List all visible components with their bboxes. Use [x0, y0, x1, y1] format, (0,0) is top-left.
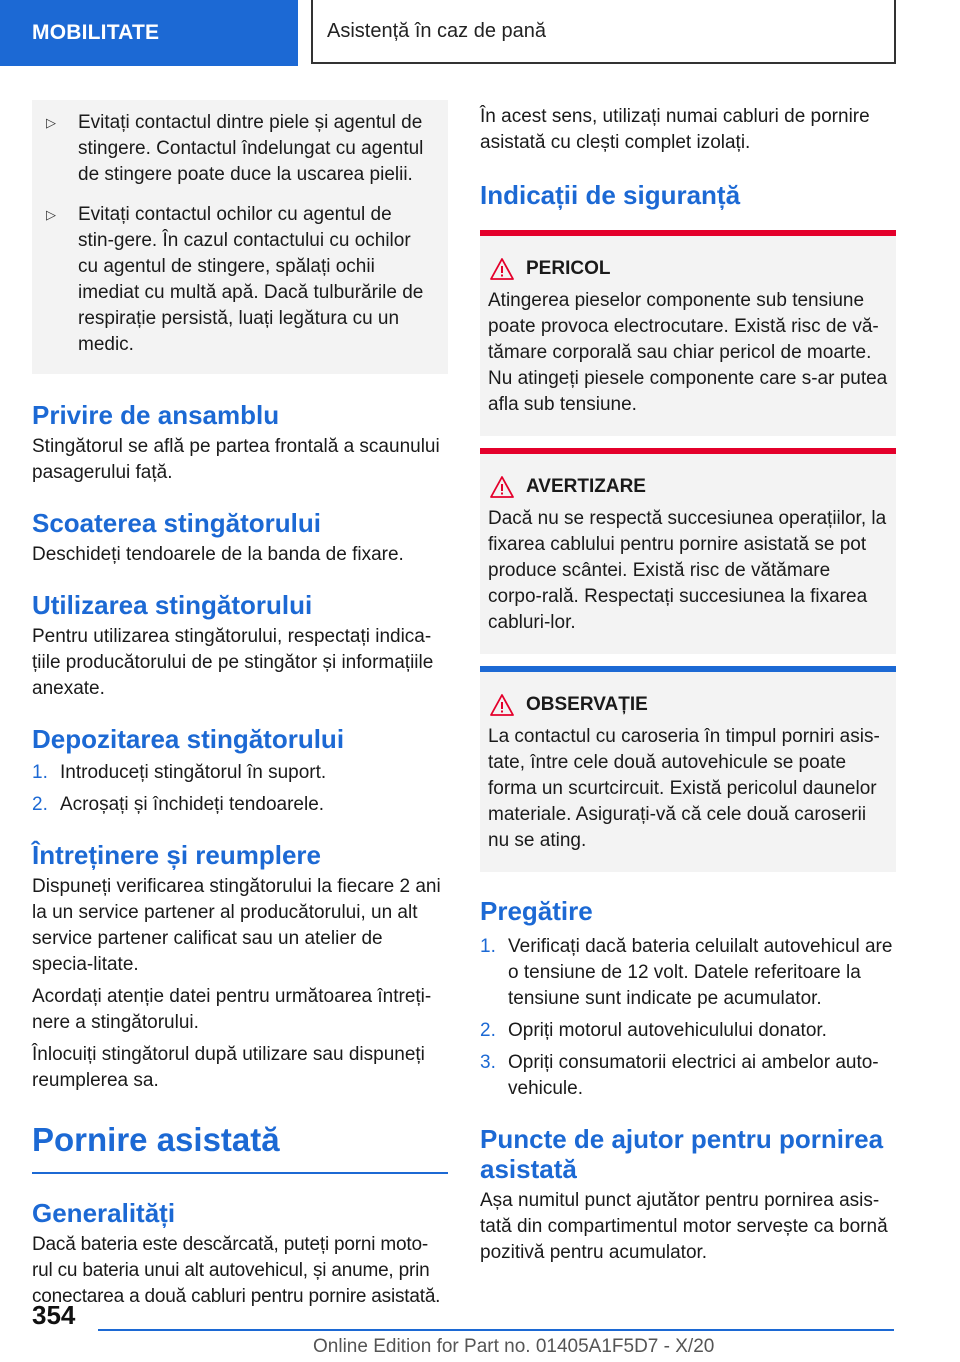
- warning-triangle-icon: [490, 476, 514, 498]
- danger-box: [480, 230, 896, 436]
- warning-box: [480, 448, 896, 654]
- jump-points-text: Așa numitul punct ajutător pentru pornirea asis-tată din compartimentul motor servește ca bornă pozitivă pentru acumulator.: [480, 1190, 888, 1263]
- warning-text: Dacă nu se respectă succesiunea operațiilor, la fixarea cablului pentru pornire asistată se pot produce scântei. Există risc de vătămare corpo-rală. Respectați succesiunea la fixarea cabluri-lor.: [488, 508, 887, 633]
- maintenance-text-2: Acordați atenție datei pentru următoarea întreți-nere a stingătorului.: [32, 986, 432, 1033]
- preparation-heading: Pregătire: [480, 896, 593, 926]
- removal-heading: Scoaterea stingătorului: [32, 508, 321, 538]
- page-header: [0, 0, 960, 66]
- overview-text: Stingătorul se află pe partea frontală a scaunului pasagerului față.: [32, 436, 440, 483]
- maintenance-text-3: Înlocuiți stingătorul după utilizare sau dispuneți reumplerea sa.: [32, 1044, 425, 1091]
- chapter-title: Asistență în caz de pană: [311, 0, 896, 64]
- caution-bullet-box: [32, 100, 448, 374]
- warning-label: AVERTIZARE: [526, 476, 646, 497]
- danger-heading: [490, 256, 888, 282]
- overview-heading: Privire de ansamblu: [32, 400, 280, 430]
- bullet-text: Evitați contactul ochilor cu agentul de stin-gere. În cazul contactului cu ochilor cu agentul de stingere, spălați ochii imediat cu multă apă. Dacă tulburările de respirație persistă, luați legătura cu un medic.: [78, 204, 424, 355]
- step-text: Acroșați și închideți tendoarele.: [60, 794, 325, 815]
- removal-text: Deschideți tendoarele de la banda de fixare.: [32, 544, 404, 565]
- page-number: 354: [32, 1300, 76, 1330]
- list-item: [32, 760, 448, 786]
- list-item: [480, 1018, 896, 1044]
- step-number: 3.: [480, 1052, 496, 1073]
- danger-text: Atingerea pieselor componente sub tensiune poate provoca electrocutare. Există risc de vă-tămare corporală sau chiar pericol de moarte. Nu atingeți piesele componente care s-ar putea afla sub tensiune.: [488, 290, 888, 415]
- step-number: 1.: [32, 762, 48, 783]
- storage-heading: Depozitarea stingătorului: [32, 724, 345, 754]
- triangle-bullet-icon: ▷: [46, 115, 56, 130]
- usage-text: Pentru utilizarea stingătorului, respectați indica-țiile producătorului de pe stingător și informațiile anexate.: [32, 626, 434, 699]
- general-text: Dacă bateria este descărcată, puteți porni moto-rul cu bateria unui alt autovehicul, și anume, prin conectarea a două cabluri pentru pornire asistată.: [32, 1234, 441, 1307]
- footer-divider: [98, 1329, 894, 1331]
- jump-start-heading: Pornire asistată: [32, 1121, 280, 1158]
- list-item: [480, 1050, 896, 1102]
- heading-divider: [32, 1172, 448, 1174]
- list-item: [32, 792, 448, 818]
- notice-label: OBSERVAȚIE: [526, 694, 648, 715]
- step-text: Verificați dacă bateria celuilalt autovehicul are o tensiune de 12 volt. Datele referitoare la tensiune sunt indicate pe acumulator.: [508, 936, 893, 1009]
- step-text: Opriți consumatorii electrici ai ambelor auto-vehicule.: [508, 1052, 879, 1099]
- general-heading: Generalități: [32, 1198, 176, 1228]
- warning-triangle-icon: [490, 694, 514, 716]
- notice-box: [480, 666, 896, 872]
- right-column: [480, 100, 896, 1266]
- step-number: 2.: [480, 1020, 496, 1041]
- storage-steps: [32, 760, 448, 818]
- step-text: Opriți motorul autovehiculului donator.: [508, 1020, 827, 1041]
- notice-text: La contactul cu caroseria în timpul porniri asis-tate, între cele două autovehicule se poate forma un scurtcircuit. Există pericolul daunelor materiale. Asigurați-vă că cele două caroserii nu se ating.: [488, 726, 880, 851]
- list-item: [42, 202, 432, 358]
- intro-text: În acest sens, utilizați numai cabluri de pornire asistată cu clești complet izolați.: [480, 106, 870, 153]
- jump-points-heading: Puncte de ajutor pentru pornirea asistată: [480, 1124, 884, 1184]
- list-item: [480, 934, 896, 1012]
- safety-heading: Indicații de siguranță: [480, 180, 741, 210]
- preparation-steps: [480, 934, 896, 1102]
- list-item: [42, 110, 432, 188]
- edition-text: Online Edition for Part no. 01405A1F5D7 - X/20: [313, 1336, 715, 1357]
- triangle-bullet-icon: ▷: [46, 207, 56, 222]
- danger-bar: [480, 230, 896, 236]
- left-column: [32, 100, 448, 1310]
- step-number: 1.: [480, 936, 496, 957]
- step-text: Introduceți stingătorul în suport.: [60, 762, 327, 783]
- maintenance-text-1: Dispuneți verificarea stingătorului la fiecare 2 ani la un service partener al producătorului, un alt service partener calificat sau un atelier de specia-litate.: [32, 876, 441, 975]
- step-number: 2.: [32, 794, 48, 815]
- warning-bar: [480, 448, 896, 454]
- notice-bar: [480, 666, 896, 672]
- danger-label: PERICOL: [526, 258, 611, 279]
- section-tab: MOBILITATE: [0, 0, 298, 66]
- bullet-text: Evitați contactul dintre piele și agentul de stingere. Contactul îndelungat cu agentul de stingere poate duce la uscarea pielii.: [78, 112, 424, 185]
- warning-heading: [490, 474, 888, 500]
- warning-triangle-icon: [490, 258, 514, 280]
- maintenance-heading: Întreținere și reumplere: [32, 840, 321, 870]
- usage-heading: Utilizarea stingătorului: [32, 590, 313, 620]
- notice-heading: [490, 692, 888, 718]
